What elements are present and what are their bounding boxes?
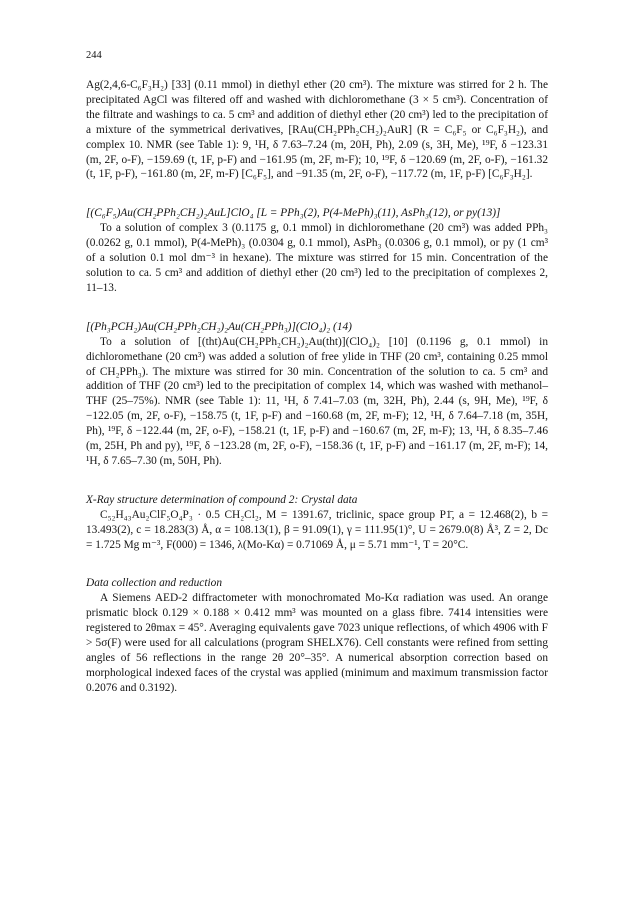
article-body: [86, 78, 548, 696]
paragraph-complex-9-10: Ag(2,4,6-C₆F₃H₂) [33] (0.11 mmol) in diethyl ether (20 cm³). The mixture was stirred for 2 h. The precipitated AgCl was filtered off and washed with dichloromethane (3 × 5 cm³). Concentration of the filtrate and washings to ca. 5 cm³ and addition of diethyl ether (20 cm³) led to the precipitation of a mixture of the symmetrical derivatives, [RAu(CH₂PPh₂CH₂)₂AuR] (R = C₆F₅ or C₆F₃H₂), and complex 10. NMR (see Table 1): 9, ¹H, δ 7.63–7.24 (m, 20H, Ph), 2.09 (s, 3H, Me), ¹⁹F, δ −123.31 (m, 2F, o-F), −159.69 (t, 1F, p-F) and −161.95 (m, 2F, m-F); 10, ¹⁹F, δ −120.69 (m, 2F, o-F), −161.32 (t, 1F, p-F), −161.80 (m, 2F, m-F) [C₆F₅], and −91.35 (m, 2F, o-F), −117.72 (m, 1F, p-F) [C₆F₃H₂].: [86, 79, 548, 181]
section-heading-data-collection: Data collection and reduction: [86, 577, 222, 590]
section-heading-crystal-data: X-Ray structure determination of compound 2: Crystal data: [86, 493, 358, 506]
section-heading-complex-14: [(Ph₃PCH₂)Au(CH₂PPh₂CH₂)₂Au(CH₂PPh₃)](ClO₄)₂ (14): [86, 320, 352, 333]
paragraph-crystal-data: C₅₂H₄₃Au₂ClF₅O₄P₃ · 0.5 CH₂Cl₂, M = 1391.67, triclinic, space group P1̄, a = 12.468(2), b = 13.493(2), c = 18.283(3) Å, α = 108.13(1), β = 91.09(1), γ = 111.95(1)°, U = 2679.0(8) Å³, Z = 2, Dc = 1.725 Mg m⁻³, F(000) = 1346, λ(Mo-Kα) = 0.71069 Å, μ = 5.71 mm⁻¹, T = 20°C.: [86, 508, 548, 551]
paragraph-complex-14: To a solution of [(tht)Au(CH₂PPh₂CH₂)₂Au(tht)](ClO₄)₂ [10] (0.1196 g, 0.1 mmol) in dichloromethane (20 cm³) was added a solution of free ylide in THF (20 cm³, containing 0.25 mmol of CH₂PPh₃). The mixture was stirred for 30 min. Concentration of the solution to ca. 5 cm³ and addition of THF (20 cm³) led to the precipitation of complex 14, which was washed with methanol–THF (25–75%). NMR (see Table 1): 11, ¹H, δ 7.41–7.03 (m, 32H, Ph), 2.44 (s, 9H, Me), ¹⁹F, δ −122.05 (m, 2F, o-F), −158.75 (t, 1F, p-F) and −160.68 (m, 2F, m-F); 12, ¹H, δ 7.64–7.18 (m, 35H, Ph), ¹⁹F, δ −122.44 (m, 2F, o-F), −158.21 (t, 1F, p-F) and −160.67 (m, 2F, m-F); 13, ¹H, δ 8.35–7.46 (m, 25H, Ph and py), ¹⁹F, δ −123.28 (m, 2F, o-F), −158.36 (t, 1F, p-F) and −161.17 (m, 2F, m-F); 14, ¹H, δ 7.65–7.30 (m, 50H, Ph).: [86, 335, 548, 467]
paragraph-complexes-2-11-13: To a solution of complex 3 (0.1175 g, 0.1 mmol) in dichloromethane (20 cm³) was added PPh₃ (0.0262 g, 0.1 mmol), P(4-MePh)₃ (0.0304 g, 0.1 mmol), AsPh₃ (0.0306 g, 0.1 mmol), or py (1 cm³ of a solution 0.1 mol dm⁻³ in hexane). The mixture was stirred for 15 min. Concentration of the solution to ca. 5 cm³ and addition of diethyl ether (20 cm³) led to the precipitation of complexes 2, 11–13.: [86, 222, 548, 294]
page-number: 244: [86, 50, 102, 61]
section-heading-complexes-2-11-13: [(C₆F₅)Au(CH₂PPh₂CH₂)₂AuL]ClO₄ [L = PPh₃(2), P(4-MePh)₃(11), AsPh₃(12), or py(13)]: [86, 207, 501, 220]
paragraph-data-collection: A Siemens AED-2 diffractometer with monochromated Mo-Kα radiation was used. An orange prismatic block 0.129 × 0.188 × 0.412 mm³ was mounted on a glass fibre. 7414 intensities were registered to 2θmax = 45°. Averaging equivalents gave 7023 unique reflections, of which 4906 with F > 5σ(F) were used for all calculations (program SHELX76). Cell constants were refined from setting angles of 56 reflections in the range 2θ 20°–35°. A numerical absorption correction based on morphological indexed faces of the crystal was applied (minimum and maximum transmission factor 0.2076 and 0.3192).: [86, 592, 548, 694]
